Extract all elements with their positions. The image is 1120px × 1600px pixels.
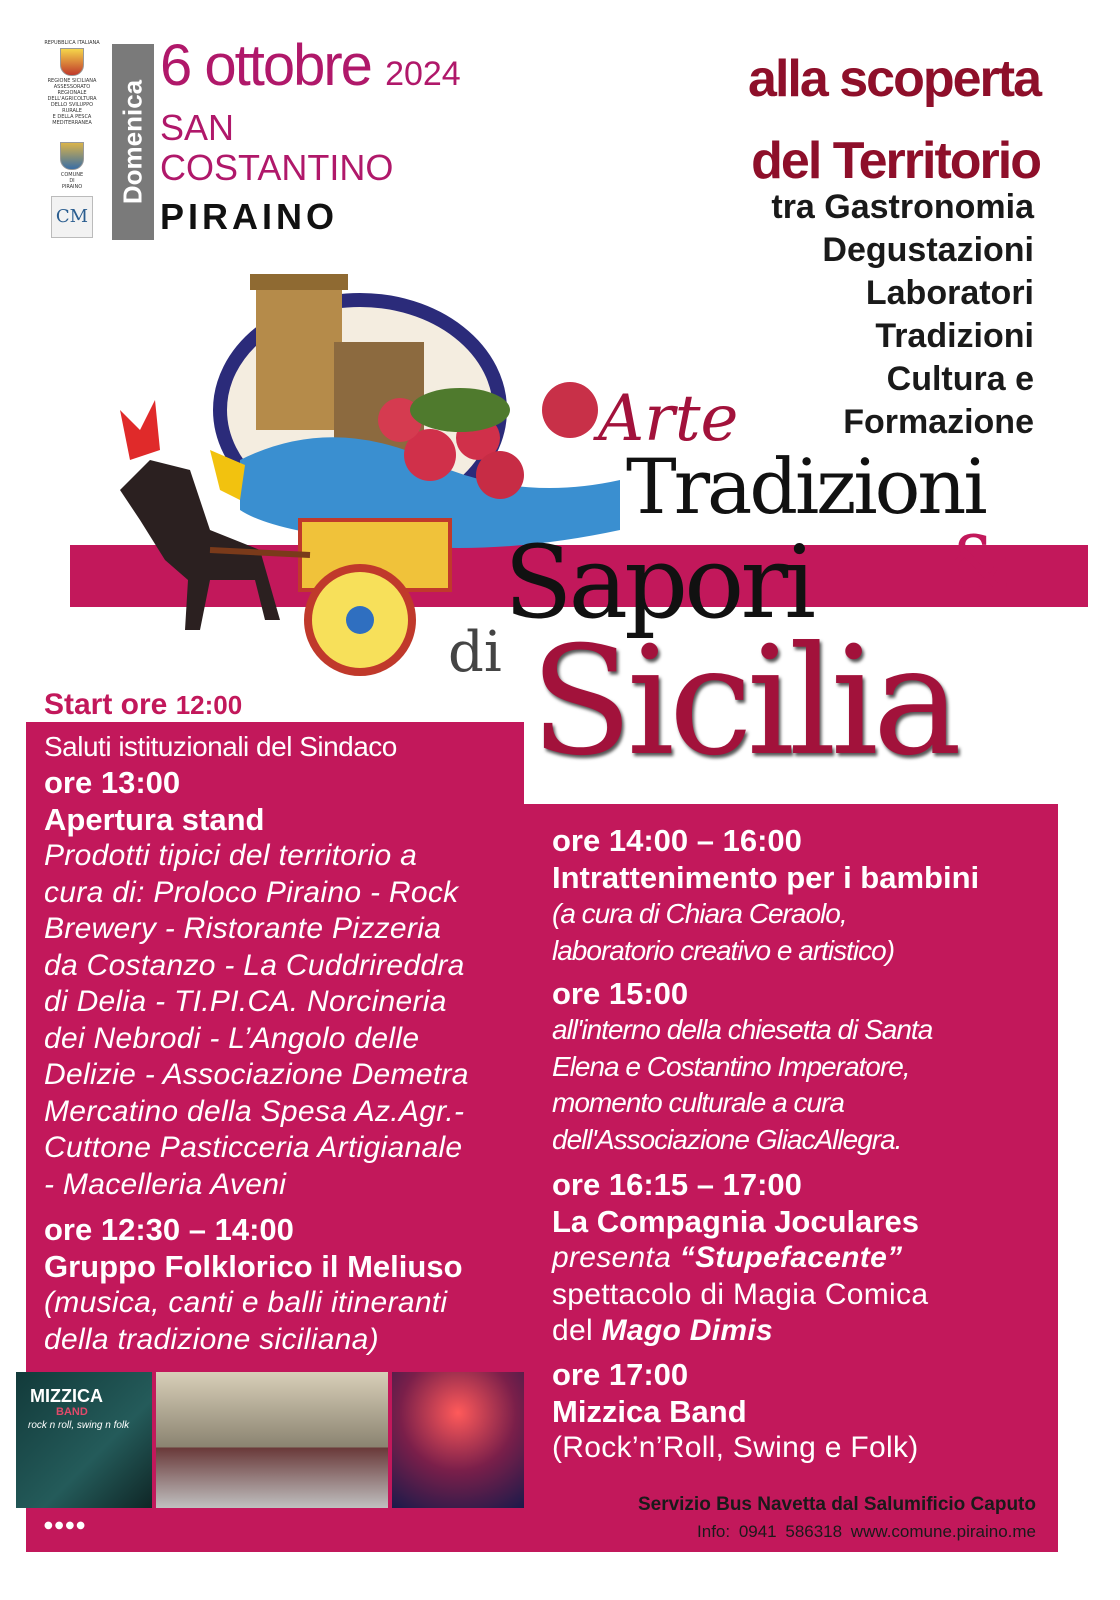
cm-logo: CM xyxy=(51,196,93,238)
title-di: di xyxy=(448,620,502,685)
slot-desc: all'interno della chiesetta di Santa xyxy=(552,1014,933,1045)
slot-desc: presenta “Stupefacente” xyxy=(552,1241,903,1274)
slot-title: La Compagnia Joculares xyxy=(552,1204,919,1239)
shuttle-bus-note: Servizio Bus Navetta dal Salumificio Caputo xyxy=(637,1494,1036,1515)
mizzica-band-photo: MIZZICA BAND rock n roll, swing n folk xyxy=(16,1372,152,1508)
weekday-label: Domenica xyxy=(117,79,148,205)
magician-name: Mago Dimis xyxy=(601,1314,773,1347)
slot-desc: (a cura di Chiara Ceraolo, xyxy=(552,898,847,929)
topic-item: Formazione xyxy=(843,403,1034,441)
title-arte: Arte xyxy=(598,382,739,456)
topics-list xyxy=(771,186,1034,444)
show-name: “Stupefacente” xyxy=(679,1241,903,1274)
spotify-icon: ● xyxy=(76,1520,87,1531)
folk-group-photo xyxy=(156,1372,388,1508)
slot-desc: momento culturale a cura xyxy=(552,1087,844,1118)
slot-desc: della tradizione siciliana) xyxy=(44,1322,379,1356)
time-slot: ore 12:30 – 14:00 xyxy=(44,1212,294,1247)
weekday-band xyxy=(112,44,154,240)
youtube-icon: ● xyxy=(65,1520,77,1531)
headline: alla scoperta del Territorio xyxy=(748,50,1040,190)
title-sicilia: Sicilia xyxy=(530,615,957,789)
feather-plume-icon xyxy=(120,400,160,460)
instagram-icon: ● xyxy=(54,1520,66,1531)
logos-column: REPUBBLICA ITALIANA REGIONE SICILIANA ASSESSORATO REGIONALE DELL'AGRICOLTURA DELLO SVILUPPO RURALE E DELLA PESCA MEDITERRANEA COMUNE DI PIRAINO CM xyxy=(44,40,100,244)
social-icons xyxy=(44,1520,87,1531)
topic-item: Degustazioni xyxy=(822,231,1034,269)
slot-desc: (musica, canti e balli itineranti xyxy=(44,1286,448,1319)
program-right-column xyxy=(552,822,1058,1466)
tower-icon xyxy=(256,280,342,430)
event-year: 2024 xyxy=(385,55,461,93)
topic-item: tra Gastronomia xyxy=(771,188,1034,226)
event-place: SAN COSTANTINO xyxy=(160,107,394,188)
region-text: REPUBBLICA ITALIANA xyxy=(44,40,100,46)
slot-title: Apertura stand xyxy=(44,802,265,837)
slot-title: Gruppo Folklorico il Meliuso xyxy=(44,1249,463,1284)
slot-title: Mizzica Band xyxy=(552,1393,747,1429)
start-time: Start ore 12:00 xyxy=(44,688,243,721)
facebook-icon: ● xyxy=(44,1520,55,1531)
time-slot: ore 14:00 – 16:00 xyxy=(552,823,802,858)
title-sapori: Sapori xyxy=(504,524,813,641)
tower-top xyxy=(250,274,348,290)
time-slot: ore 15:00 xyxy=(552,976,689,1011)
title-ampersand: & xyxy=(946,520,1011,604)
slot-desc: (Rock’n’Roll, Swing e Folk) xyxy=(552,1430,919,1464)
slot-desc: dell'Associazione GliacAllegra. xyxy=(552,1123,902,1155)
topic-item: Cultura e xyxy=(886,360,1034,398)
magician-photo xyxy=(392,1372,524,1508)
event-date: 6 ottobre 2024 xyxy=(160,33,461,98)
welcome-item: Saluti istituzionali del Sindaco xyxy=(44,731,397,762)
comune-crest-icon xyxy=(60,142,84,170)
exhibitors-list: Prodotti tipici del territorio a cura di: Proloco Piraino - Rock Brewery - Ristorante Pizzeria da Costanzo - La Cuddrireddra di Delia - TI.PI.CA. Norcineria dei Nebrodi - L’Angolo delle Delizie - Associazione Demetra Mercatino della Spesa Az.Agr.- Cuttone Pasticceria Artigianale - Macelleria Aveni xyxy=(44,839,469,1201)
wheel-hub xyxy=(346,606,374,634)
prickly-pear-icon xyxy=(542,382,598,438)
prickly-pear-icon xyxy=(476,451,524,499)
time-slot: ore 13:00 xyxy=(44,765,181,800)
time-slot: ore 16:15 – 17:00 xyxy=(552,1167,802,1202)
slot-title: Intrattenimento per i bambini xyxy=(552,860,980,895)
topic-item: Tradizioni xyxy=(875,317,1034,355)
slot-desc: del Mago Dimis xyxy=(552,1314,773,1347)
cactus-pad-icon xyxy=(410,388,510,432)
title-tradizioni: Tradizioni xyxy=(626,442,985,531)
band-logo-text: MIZZICA xyxy=(30,1386,103,1406)
program-left-column xyxy=(44,730,544,1358)
regione-sicilia-crest-icon xyxy=(60,48,84,76)
event-town: PIRAINO xyxy=(160,196,339,237)
slot-desc: laboratorio creativo e artistico) xyxy=(552,934,895,966)
contact-info: Info: 0941 586318 www.comune.piraino.me xyxy=(697,1522,1036,1541)
slot-desc: spettacolo di Magia Comica xyxy=(552,1277,929,1311)
topic-item: Laboratori xyxy=(865,274,1034,312)
time-slot: ore 17:00 xyxy=(552,1356,689,1392)
slot-desc: Elena e Costantino Imperatore, xyxy=(552,1050,910,1082)
